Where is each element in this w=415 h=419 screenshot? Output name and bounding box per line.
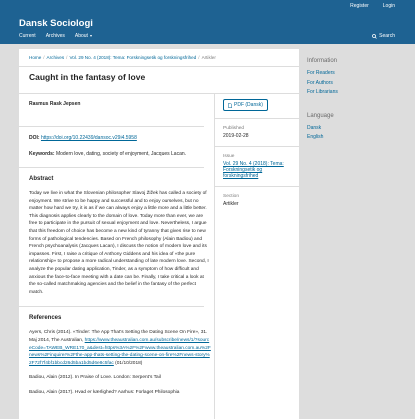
published-label: Published: [223, 126, 245, 131]
abstract-text: Today we live in what the Slovenian philosopher Slavoj Žižek has called a society of enjoyment. We strive to be happy and successful and to enjoy ourselves, but no matter how hard we try, it is as if we can always enjoy a little more and a little better. This diagnosis applies clearly to the domain of love. Today more than ever, we are free to participate in the pursuit of sexual enjoyment and love. Nevertheless, I argue that this freedom of choice has become a new kind of tyranny that gives rise to new forms of pathological tendencies. Based on French philosophy (Alain Badiou) and French psychoanalysis (Jacques Lacan), I discuss the notion of modern love and its impasses. First, I raise a critique of Anthony Giddens and his idea of «the pure relationship» to propose a more radical understanding of late modern love. Second, I analyze the popular dating application, Tinder, as a symptom of how difficult and anxious the face-to-face meeting with a date can be. Finally, I take critical a look at the so-called matchmaking agencies and the belief in the fantasy of the perfect match.: [29, 191, 209, 295]
published-date: 2019-02-28: [223, 133, 249, 139]
site-header: [0, 0, 415, 44]
reference-item: [29, 329, 211, 367]
column-divider: [214, 93, 215, 419]
sidebar-link-readers[interactable]: For Readers: [307, 70, 335, 76]
breadcrumb-separator: /: [43, 55, 45, 60]
page-title: Caught in the fantasy of love: [29, 72, 146, 82]
doi: [29, 135, 211, 141]
search-label: Search: [379, 33, 395, 39]
abstract-heading: Abstract: [29, 176, 54, 182]
caret-down-icon: ▾: [89, 33, 92, 38]
breadcrumb-home[interactable]: Home: [29, 55, 42, 60]
reference-link[interactable]: https://www.theaustralian.com.au/subscribe/news/1/?sourceCode=TAWEB_WRE170_a&dest=https%3A%2F%2Fwww.theaustralian.com.au%2Fnews%2Finquirer%2Fthe-app-thats-setting-the-dating-scene-on-fire%2Fnews-story%2F72f7f4bf1bbcd26d5ba1bd5d6e8c5fac: [29, 337, 211, 366]
register-link[interactable]: Register: [350, 3, 369, 9]
language-dansk[interactable]: Dansk: [307, 124, 322, 131]
divider: [215, 186, 299, 187]
sidebar-link-authors[interactable]: For Authors: [307, 79, 333, 86]
author-name: Rasmus Rask Jepsen: [29, 101, 81, 107]
sidebar-language-title: Language: [307, 112, 334, 119]
breadcrumb-separator: /: [198, 55, 200, 60]
divider: [19, 167, 204, 168]
search-link[interactable]: [372, 33, 395, 39]
section-label: Section: [223, 194, 239, 199]
reference-item: [29, 374, 211, 382]
keywords: [29, 151, 211, 157]
pdf-download-button[interactable]: [223, 99, 268, 111]
divider: [19, 93, 299, 94]
divider: [19, 66, 299, 67]
nav-about-label: About: [74, 33, 88, 39]
file-icon: [228, 103, 232, 108]
language-english[interactable]: English: [307, 134, 324, 140]
keywords-value: Modern love, dating, society of enjoyment, Jacques Lacan.: [55, 151, 187, 157]
doi-label: DOI:: [29, 135, 40, 141]
sidebar-link-librarians[interactable]: For Librarians: [307, 89, 338, 95]
site-name[interactable]: Dansk Sociologi: [19, 18, 93, 29]
user-nav: [350, 3, 395, 9]
nav-archives[interactable]: Archives: [45, 33, 65, 39]
search-icon: [372, 34, 377, 39]
doi-link[interactable]: https://doi.org/10.22439/dansoc.v29i4.5958: [40, 135, 137, 141]
references-heading: References: [29, 315, 62, 322]
reference-text: (01/10/2018): [115, 360, 143, 366]
divider: [19, 126, 204, 127]
section-value: Artikler: [223, 201, 239, 207]
references-list: [29, 329, 211, 396]
nav-current[interactable]: Current: [19, 33, 36, 39]
article-main: [29, 101, 211, 403]
divider: [19, 306, 204, 307]
article-details: [223, 99, 295, 207]
breadcrumb: [29, 55, 216, 60]
reference-text: Ayers, Chris (2014). «Tinder: The App That’s Setting the Dating Scene On Fire», 31. Maj 2014, The Australian,: [29, 330, 208, 343]
divider: [215, 146, 299, 147]
sidebar: [307, 58, 397, 144]
issue-link[interactable]: Vol. 29 No. 4 (2018): Tema: Forskningsetik og forskningsfrihed: [223, 161, 284, 179]
issue-label: Issue: [223, 154, 235, 159]
nav-about[interactable]: [75, 33, 92, 39]
reference-text: Badiou, Alain (2017). Hvad er kærlighed? Aarhus: Forlaget Philosophia: [29, 389, 180, 395]
breadcrumb-separator: /: [66, 55, 68, 60]
sidebar-information-title: Information: [307, 58, 338, 64]
breadcrumb-current: Artikler: [201, 55, 216, 60]
breadcrumb-archives[interactable]: Archives: [46, 55, 65, 60]
divider: [215, 118, 299, 119]
login-link[interactable]: Login: [382, 3, 395, 9]
reference-text: Badiou, Alain (2012). In Praise of Love. London: Serpent’s Tail: [29, 375, 161, 381]
article-page: [19, 49, 299, 419]
main-nav: [19, 33, 92, 39]
pdf-download-label: PDF (Dansk): [234, 102, 263, 108]
reference-item: [29, 389, 211, 397]
keywords-label: Keywords:: [29, 151, 55, 157]
breadcrumb-issue[interactable]: Vol. 29 No. 4 (2018): Tema: Forskningsetik og forskningsfrihed: [69, 55, 197, 60]
